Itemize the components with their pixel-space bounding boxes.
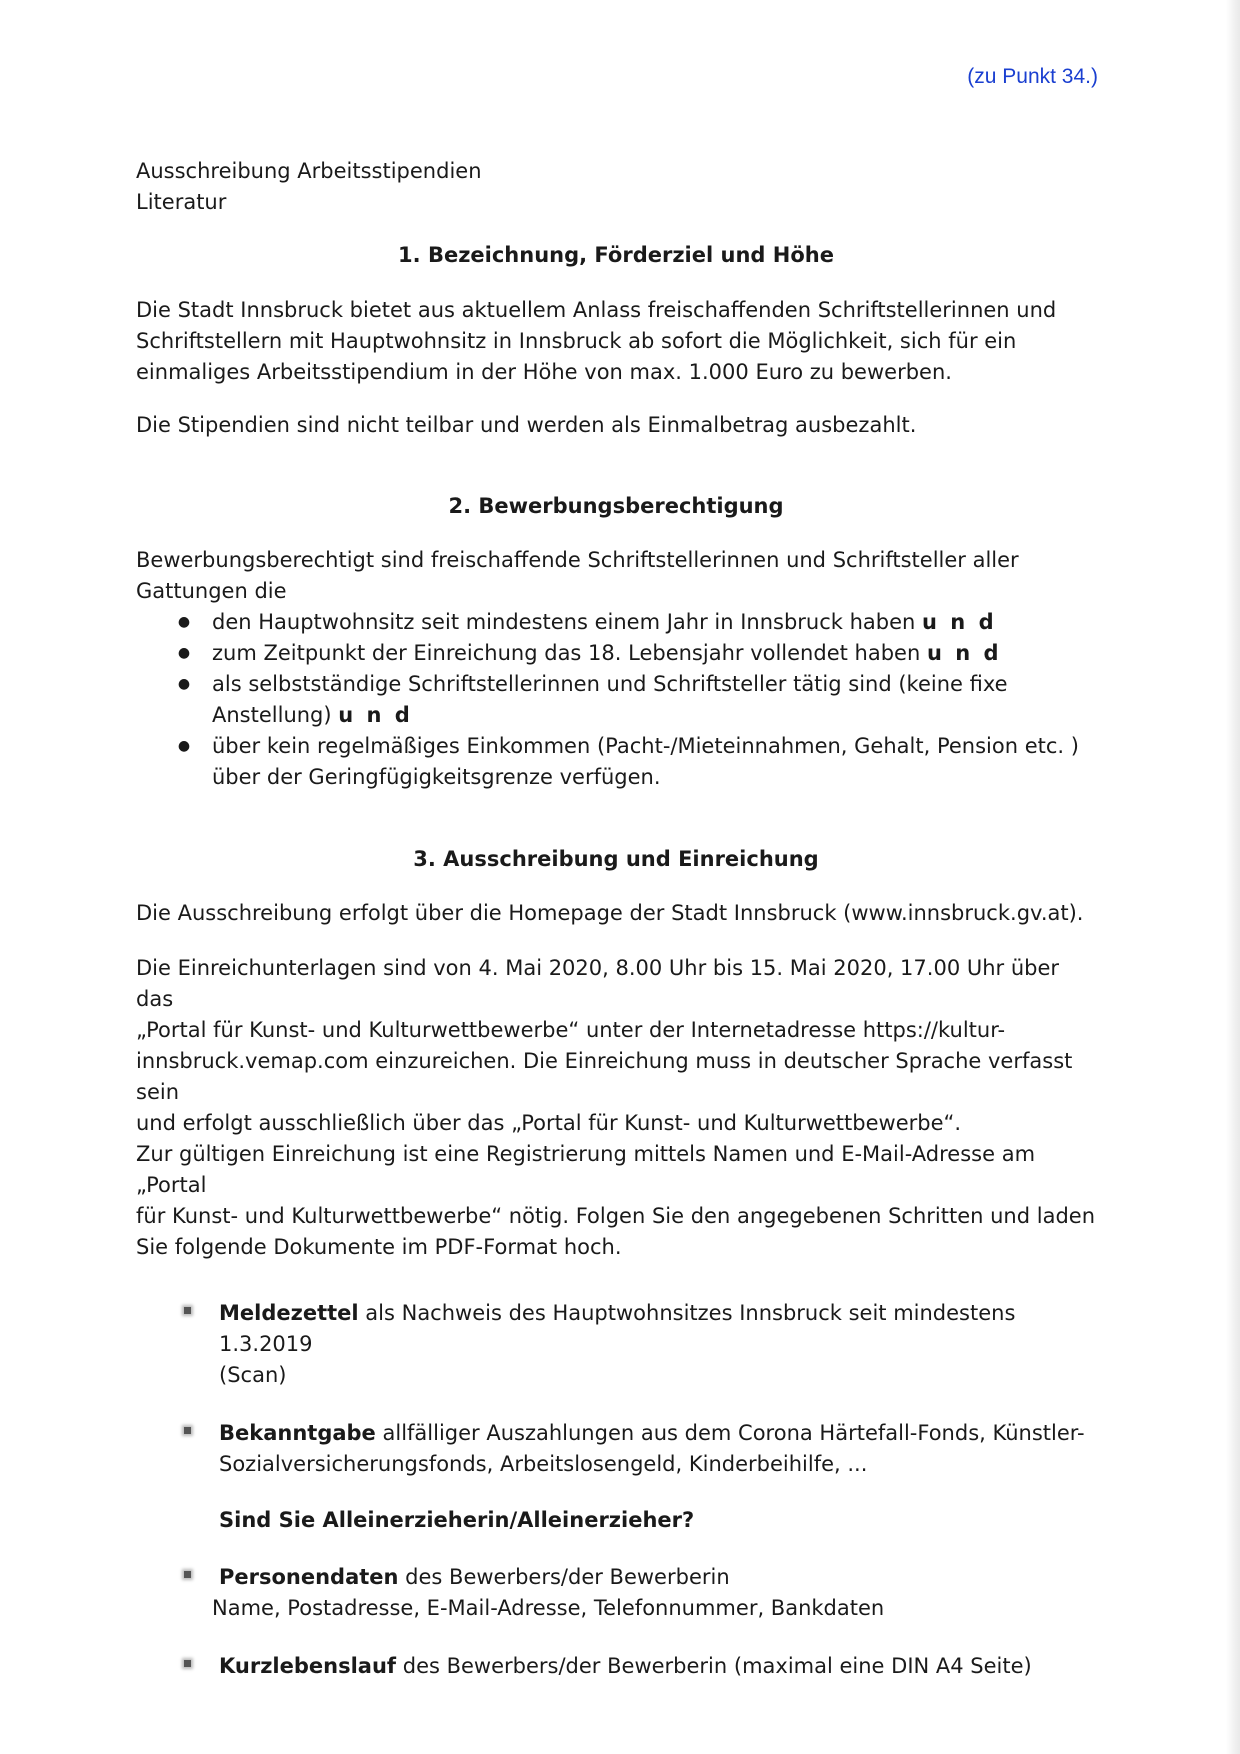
- section2-intro-line: Gattungen die: [136, 579, 287, 603]
- bullet-dot-icon: ●: [177, 645, 191, 661]
- document-name: Personendaten: [219, 1565, 399, 1589]
- required-documents-list: [136, 1298, 1096, 1480]
- document-body: [136, 156, 1096, 1682]
- single-parent-question: Sind Sie Alleinerzieherin/Alleinerzieher?: [219, 1508, 695, 1532]
- bullet-dot-icon: ●: [177, 738, 191, 754]
- list-item-text: als selbstständige Schriftstellerinnen und Schriftsteller tätig sind (keine fixe: [212, 672, 1008, 696]
- section1-paragraph1-line: einmaliges Arbeitsstipendium in der Höhe von max. 1.000 Euro zu bewerben.: [136, 360, 952, 384]
- document-name: Meldezettel: [219, 1301, 359, 1325]
- list-item: [136, 1562, 1096, 1624]
- list-item-text: über der Geringfügigkeitsgrenze verfügen.: [212, 765, 661, 789]
- und-emphasis: u n d: [926, 641, 1002, 665]
- list-item: [136, 1418, 1096, 1480]
- list-item: [177, 638, 1096, 669]
- required-documents-list-continued: [136, 1562, 1096, 1682]
- document-name: Kurzlebenslauf: [219, 1654, 397, 1678]
- list-item: [136, 1298, 1096, 1391]
- document-subtitle: Literatur: [136, 190, 227, 214]
- bullet-square-icon: [184, 1660, 191, 1667]
- section2-intro-line: Bewerbungsberechtigt sind freischaffende Schriftstellerinnen und Schriftsteller aller: [136, 548, 1019, 572]
- list-item-text: den Hauptwohnsitz seit mindestens einem Jahr in Innsbruck haben: [212, 610, 923, 634]
- section3-paragraph2-line: „Portal für Kunst- und Kulturwettbewerbe“ unter der Internetadresse https://kultur-: [136, 1018, 1006, 1042]
- section1-paragraph2: Die Stipendien sind nicht teilbar und werden als Einmalbetrag ausbezahlt.: [136, 413, 917, 437]
- document-description: (Scan): [219, 1363, 287, 1387]
- section1-heading: 1. Bezeichnung, Förderziel und Höhe: [398, 243, 834, 267]
- section3-paragraph2-line: Die Einreichunterlagen sind von 4. Mai 2020, 8.00 Uhr bis 15. Mai 2020, 17.00 Uhr über das: [136, 956, 1060, 1011]
- section1-paragraph1-line: Die Stadt Innsbruck bietet aus aktuellem Anlass freischaffenden Schriftstellerinnen und: [136, 298, 1057, 322]
- section2-intro: [136, 545, 1096, 607]
- document-title: Ausschreibung Arbeitsstipendien: [136, 159, 482, 183]
- section3-paragraph2-line: und erfolgt ausschließlich über das „Portal für Kunst- und Kulturwettbewerbe“.: [136, 1111, 962, 1135]
- document-name: Bekanntgabe: [219, 1421, 376, 1445]
- document-description: Sozialversicherungsfonds, Arbeitslosengeld, Kinderbeihilfe, ...: [219, 1452, 868, 1476]
- section1-paragraph1-line: Schriftstellern mit Hauptwohnsitz in Innsbruck ab sofort die Möglichkeit, sich für ein: [136, 329, 1017, 353]
- document-description: des Bewerbers/der Bewerberin: [398, 1565, 730, 1589]
- list-item: [136, 1651, 1096, 1682]
- und-emphasis: u n d: [338, 703, 413, 727]
- bullet-dot-icon: ●: [177, 676, 191, 692]
- section3-paragraph2-line: Zur gültigen Einreichung ist eine Registrierung mittels Namen und E-Mail-Adresse am „Portal: [136, 1142, 1036, 1197]
- section3-paragraph2-line: innsbruck.vemap.com einzureichen. Die Einreichung muss in deutscher Sprache verfasst sein: [136, 1049, 1073, 1104]
- section1-paragraph1: [136, 295, 1096, 388]
- page-edge-shadow: [1226, 0, 1240, 1754]
- section2-heading: 2. Bewerbungsberechtigung: [448, 494, 784, 518]
- bullet-square-icon: [184, 1307, 191, 1314]
- section3-paragraph1: Die Ausschreibung erfolgt über die Homepage der Stadt Innsbruck (www.innsbruck.gv.at).: [136, 901, 1084, 925]
- und-emphasis: u n d: [922, 610, 997, 634]
- document-description: als Nachweis des Hauptwohnsitzes Innsbruck seit mindestens 1.3.2019: [219, 1301, 1016, 1356]
- section3-paragraph2-line: für Kunst- und Kulturwettbewerbe“ nötig. Folgen Sie den angegebenen Schritten und laden: [136, 1204, 1096, 1228]
- reference-note: (zu Punkt 34.): [967, 65, 1098, 88]
- list-item: [177, 731, 1096, 793]
- list-item-text: zum Zeitpunkt der Einreichung das 18. Lebensjahr vollendet haben: [212, 641, 927, 665]
- bullet-square-icon: [184, 1571, 191, 1578]
- list-item-text: über kein regelmäßiges Einkommen (Pacht-/Mieteinnahmen, Gehalt, Pension etc. ): [212, 734, 1079, 758]
- list-item: [177, 669, 1096, 731]
- document-description: allfälliger Auszahlungen aus dem Corona Härtefall-Fonds, Künstler-: [375, 1421, 1085, 1445]
- document-description: des Bewerbers/der Bewerberin (maximal eine DIN A4 Seite): [396, 1654, 1032, 1678]
- section3-paragraph2-line: Sie folgende Dokumente im PDF-Format hoch.: [136, 1235, 622, 1259]
- bullet-dot-icon: ●: [177, 614, 191, 630]
- eligibility-list: [136, 607, 1096, 793]
- section3-heading: 3. Ausschreibung und Einreichung: [413, 847, 819, 871]
- list-item-text: Anstellung): [212, 703, 339, 727]
- section3-paragraph2: [136, 953, 1096, 1263]
- document-description: Name, Postadresse, E-Mail-Adresse, Telefonnummer, Bankdaten: [212, 1596, 885, 1620]
- list-item: [177, 607, 1096, 638]
- bullet-square-icon: [184, 1427, 191, 1434]
